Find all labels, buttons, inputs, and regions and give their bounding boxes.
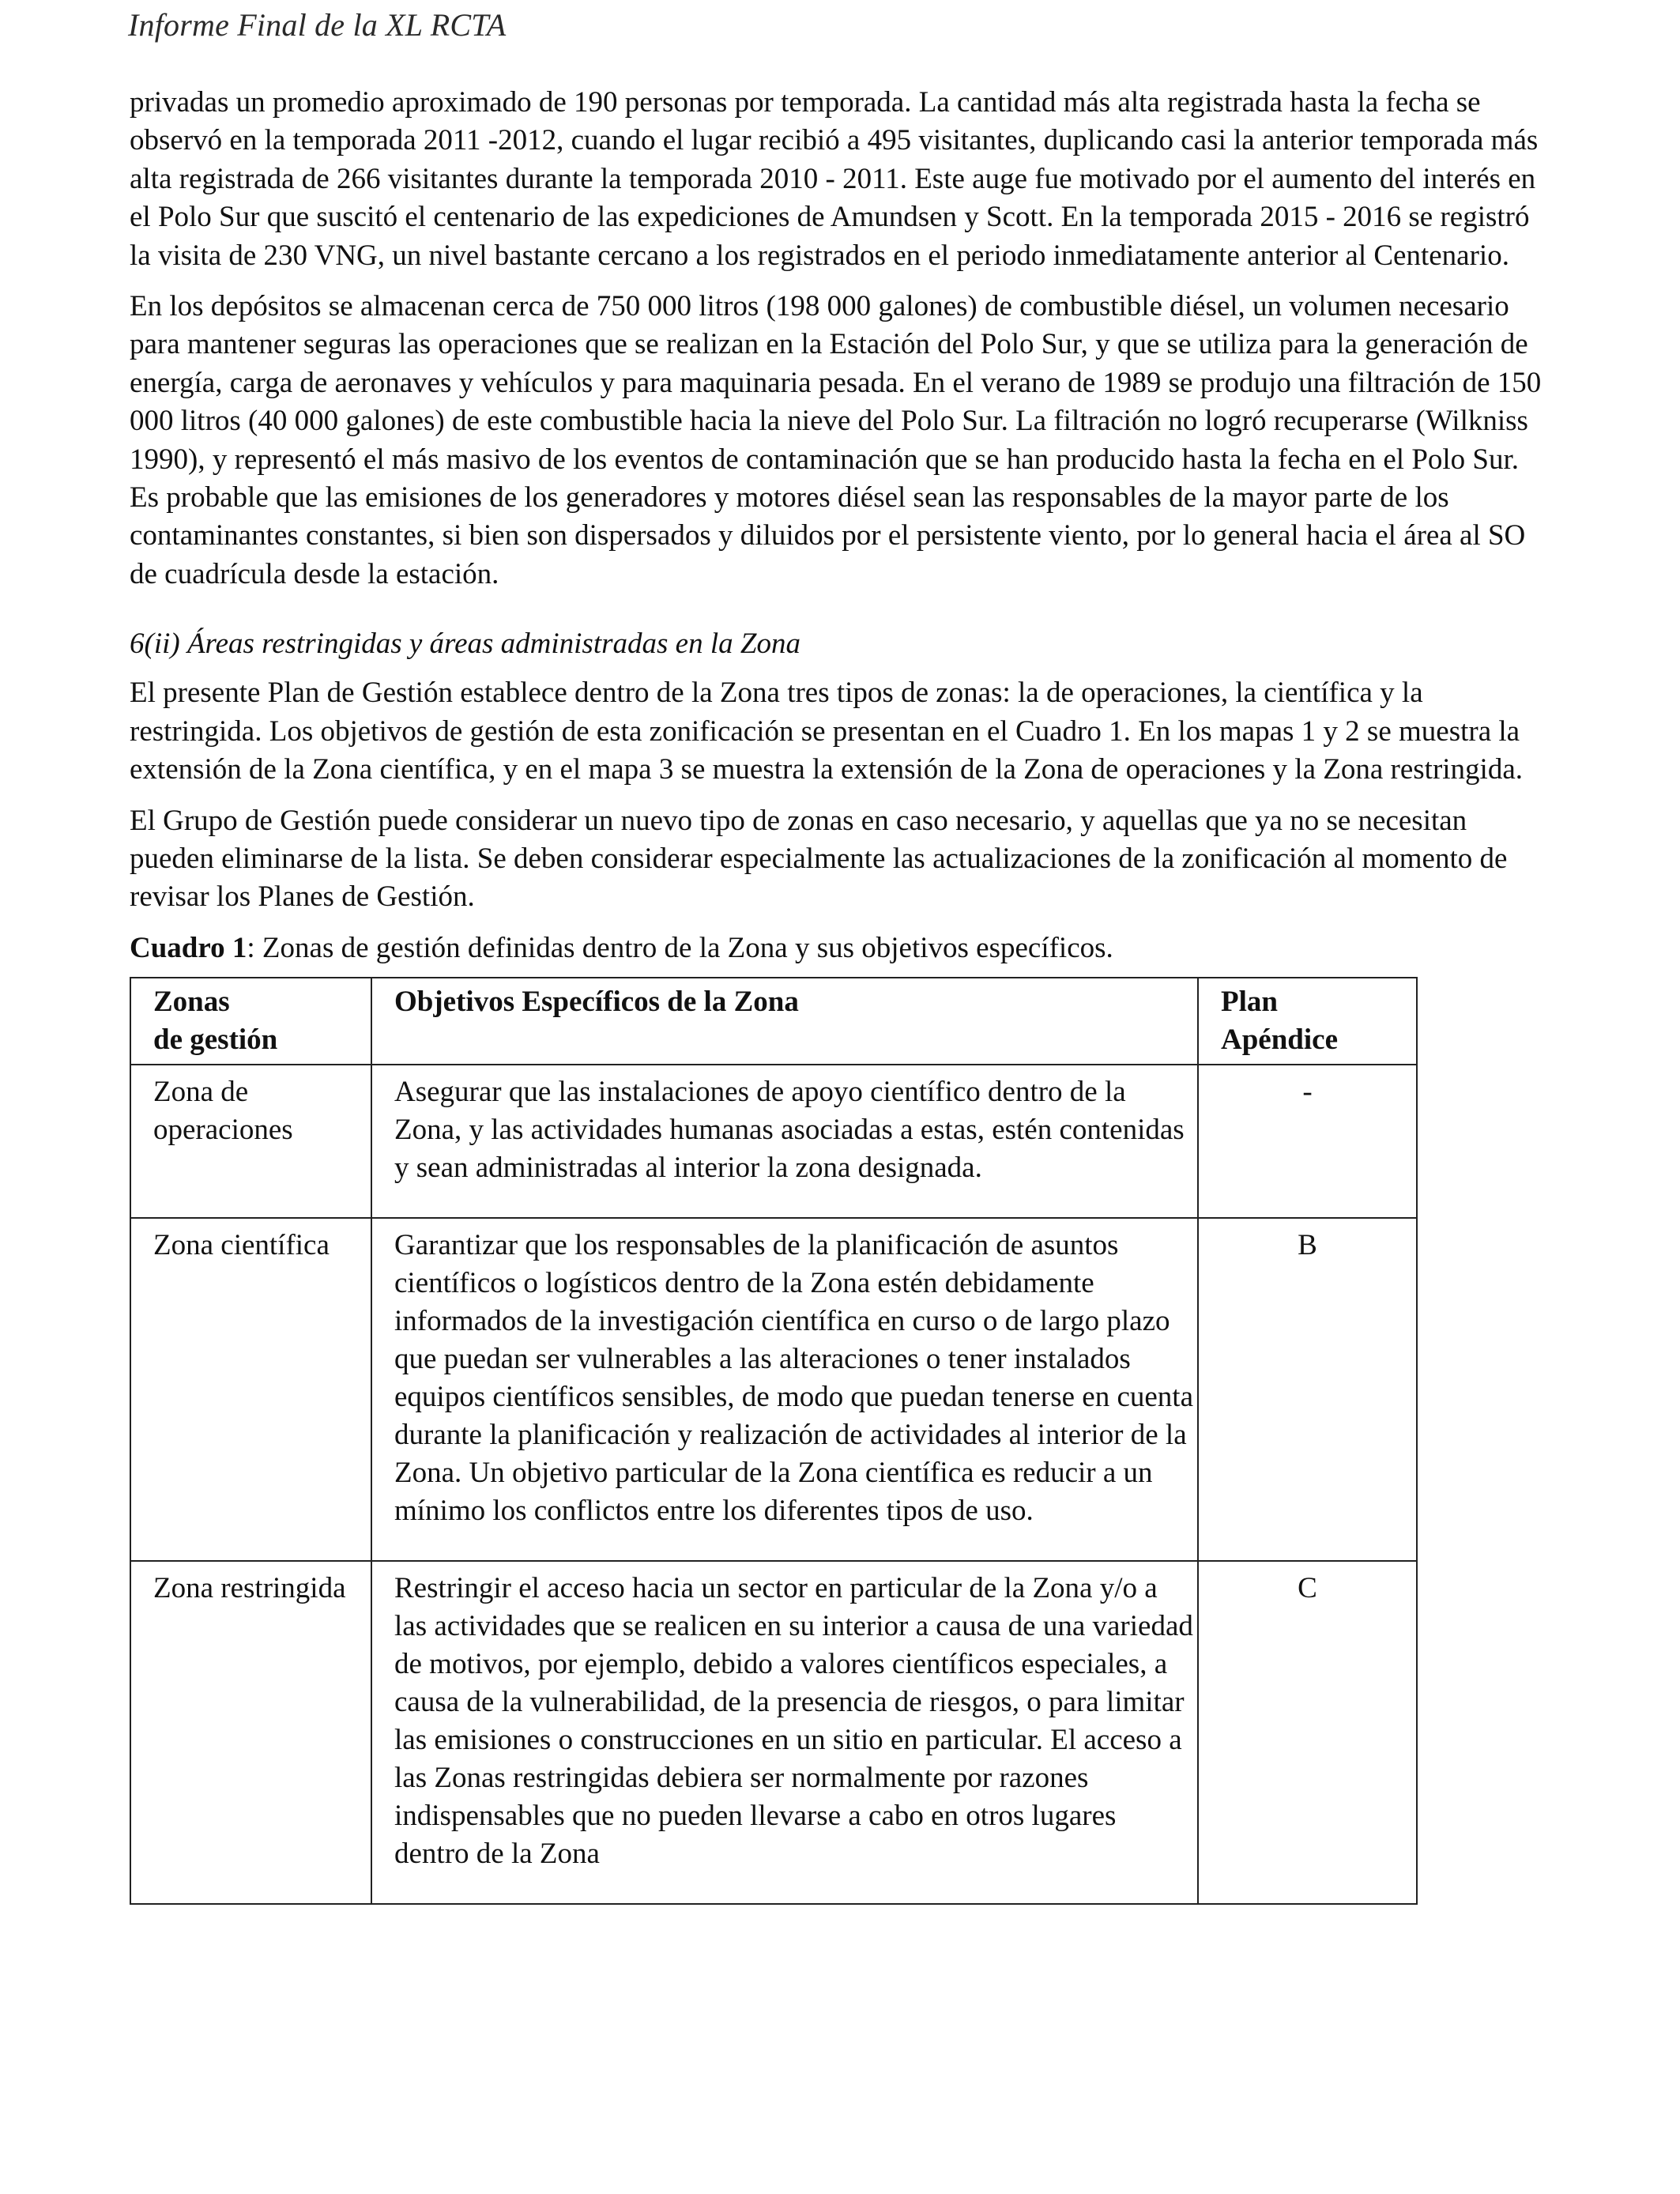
running-header: Informe Final de la XL RCTA — [128, 7, 507, 43]
header-objectives: Objetivos Específicos de la Zona — [371, 978, 1198, 1065]
table-row — [130, 1561, 1417, 1904]
paragraph-fuel-storage: En los depósitos se almacenan cerca de 750 000 litros (198 000 galones) de combustible diésel, un volumen necesario para mantener seguras las operaciones que se realizan en la Estación del Polo Sur, y que se utiliza para la generación de energía, carga de aeronaves y vehículos y para maquinaria pesada. En el verano de 1989 se produjo una filtración de 150 000 litros (40 000 galones) de este combustible hacia la nieve del Polo Sur. La filtración no logró recuperarse (Wilkniss 1990), y representó el más masivo de los eventos de contaminación que se han producido hasta la fecha en el Polo Sur. Es probable que las emisiones de los generadores y motores diésel sean las responsables de la mayor parte de los contaminantes constantes, si bien son dispersados y diluidos por el persistente viento, por lo general hacia el área al SO de cuadrícula desde la estación. — [130, 290, 1542, 590]
zone-name-line1: Zona científica — [153, 1228, 330, 1261]
zone-objective-cell: Asegurar que las instalaciones de apoyo científico dentro de la Zona, y las actividades humanas asociadas a estas, estén contenidas y sean administradas al interior la zona designada. — [371, 1065, 1198, 1218]
header-appendix — [1198, 978, 1417, 1065]
zone-objective-cell: Restringir el acceso hacia un sector en particular de la Zona y/o a las actividades que se realicen en su interior a causa de una variedad de motivos, por ejemplo, debido a valores científicos especiales, a causa de la vulnerabilidad, de la presencia de riesgos, o para limitar las emisiones o construcciones en un sitio en particular. El acceso a las Zonas restringidas debiera ser normalmente por razones indispensables que no pueden llevarse a cabo en otros lugares dentro de la Zona — [371, 1561, 1198, 1904]
zone-appendix-cell: - — [1198, 1065, 1417, 1218]
paragraph-management-group: El Grupo de Gestión puede considerar un nuevo tipo de zonas en caso necesario, y aquellas que ya no se necesitan pueden eliminarse de la lista. Se deben considerar especialmente las actualizaciones de la zonificación al momento de revisar los Planes de Gestión. — [130, 804, 1508, 914]
section-heading: 6(ii) Áreas restringidas y áreas administradas en la Zona — [130, 628, 800, 661]
paragraph-visitors: privadas un promedio aproximado de 190 personas por temporada. La cantidad más alta registrada hasta la fecha se observó en la temporada 2011 -2012, cuando el lugar recibió a 495 visitantes, duplicando casi la anterior temporada más alta registrada de 266 visitantes durante la temporada 2010 - 2011. Este auge fue motivado por el aumento del interés en el Polo Sur que suscitó el centenario de las expediciones de Amundsen y Scott. En la temporada 2015 - 2016 se registró la visita de 230 VNG, un nivel bastante cercano a los registrados en el periodo inmediatamente anterior al Centenario. — [130, 86, 1539, 272]
zones-table — [130, 977, 1418, 1905]
zone-name-cell — [130, 1065, 371, 1218]
zone-name-line1: Zona de — [153, 1075, 249, 1108]
zone-name-cell — [130, 1218, 371, 1561]
header-zones — [130, 978, 371, 1065]
header-zones-line2: de gestión — [153, 1023, 278, 1056]
header-zones-line1: Zonas — [153, 985, 230, 1018]
zone-name-cell — [130, 1561, 371, 1904]
paragraph-zoning-plan: El presente Plan de Gestión establece dentro de la Zona tres tipos de zonas: la de operaciones, la científica y la restringida. Los objetivos de gestión de esta zonificación se presentan en el Cuadro 1. En los mapas 1 y 2 se muestra la extensión de la Zona científica, y en el mapa 3 se muestra la extensión de la Zona de operaciones y la Zona restringida. — [130, 677, 1523, 786]
zone-name-line1: Zona restringida — [153, 1571, 346, 1604]
zone-appendix-cell: B — [1198, 1218, 1417, 1561]
table-row — [130, 1065, 1417, 1218]
table-caption-label: Cuadro 1 — [130, 931, 247, 964]
table-row — [130, 1218, 1417, 1561]
zone-name-line2: operaciones — [153, 1113, 293, 1146]
table-header-row — [130, 978, 1417, 1065]
header-appendix-line2: Apéndice — [1221, 1023, 1338, 1056]
table-caption-text: : Zonas de gestión definidas dentro de la Zona y sus objetivos específicos. — [247, 931, 1113, 964]
zone-appendix-cell: C — [1198, 1561, 1417, 1904]
document-body — [130, 84, 1544, 1905]
table-caption — [130, 929, 1544, 967]
zone-objective-cell: Garantizar que los responsables de la planificación de asuntos científicos o logísticos dentro de la Zona estén debidamente informados de la investigación científica en curso o de largo plazo que puedan ser vulnerables a las alteraciones o tener instalados equipos científicos sensibles, de modo que puedan tenerse en cuenta durante la planificación y realización de actividades al interior de la Zona. Un objetivo particular de la Zona científica es reducir a un mínimo los conflictos entre los diferentes tipos de uso. — [371, 1218, 1198, 1561]
header-appendix-line1: Plan — [1221, 985, 1278, 1018]
